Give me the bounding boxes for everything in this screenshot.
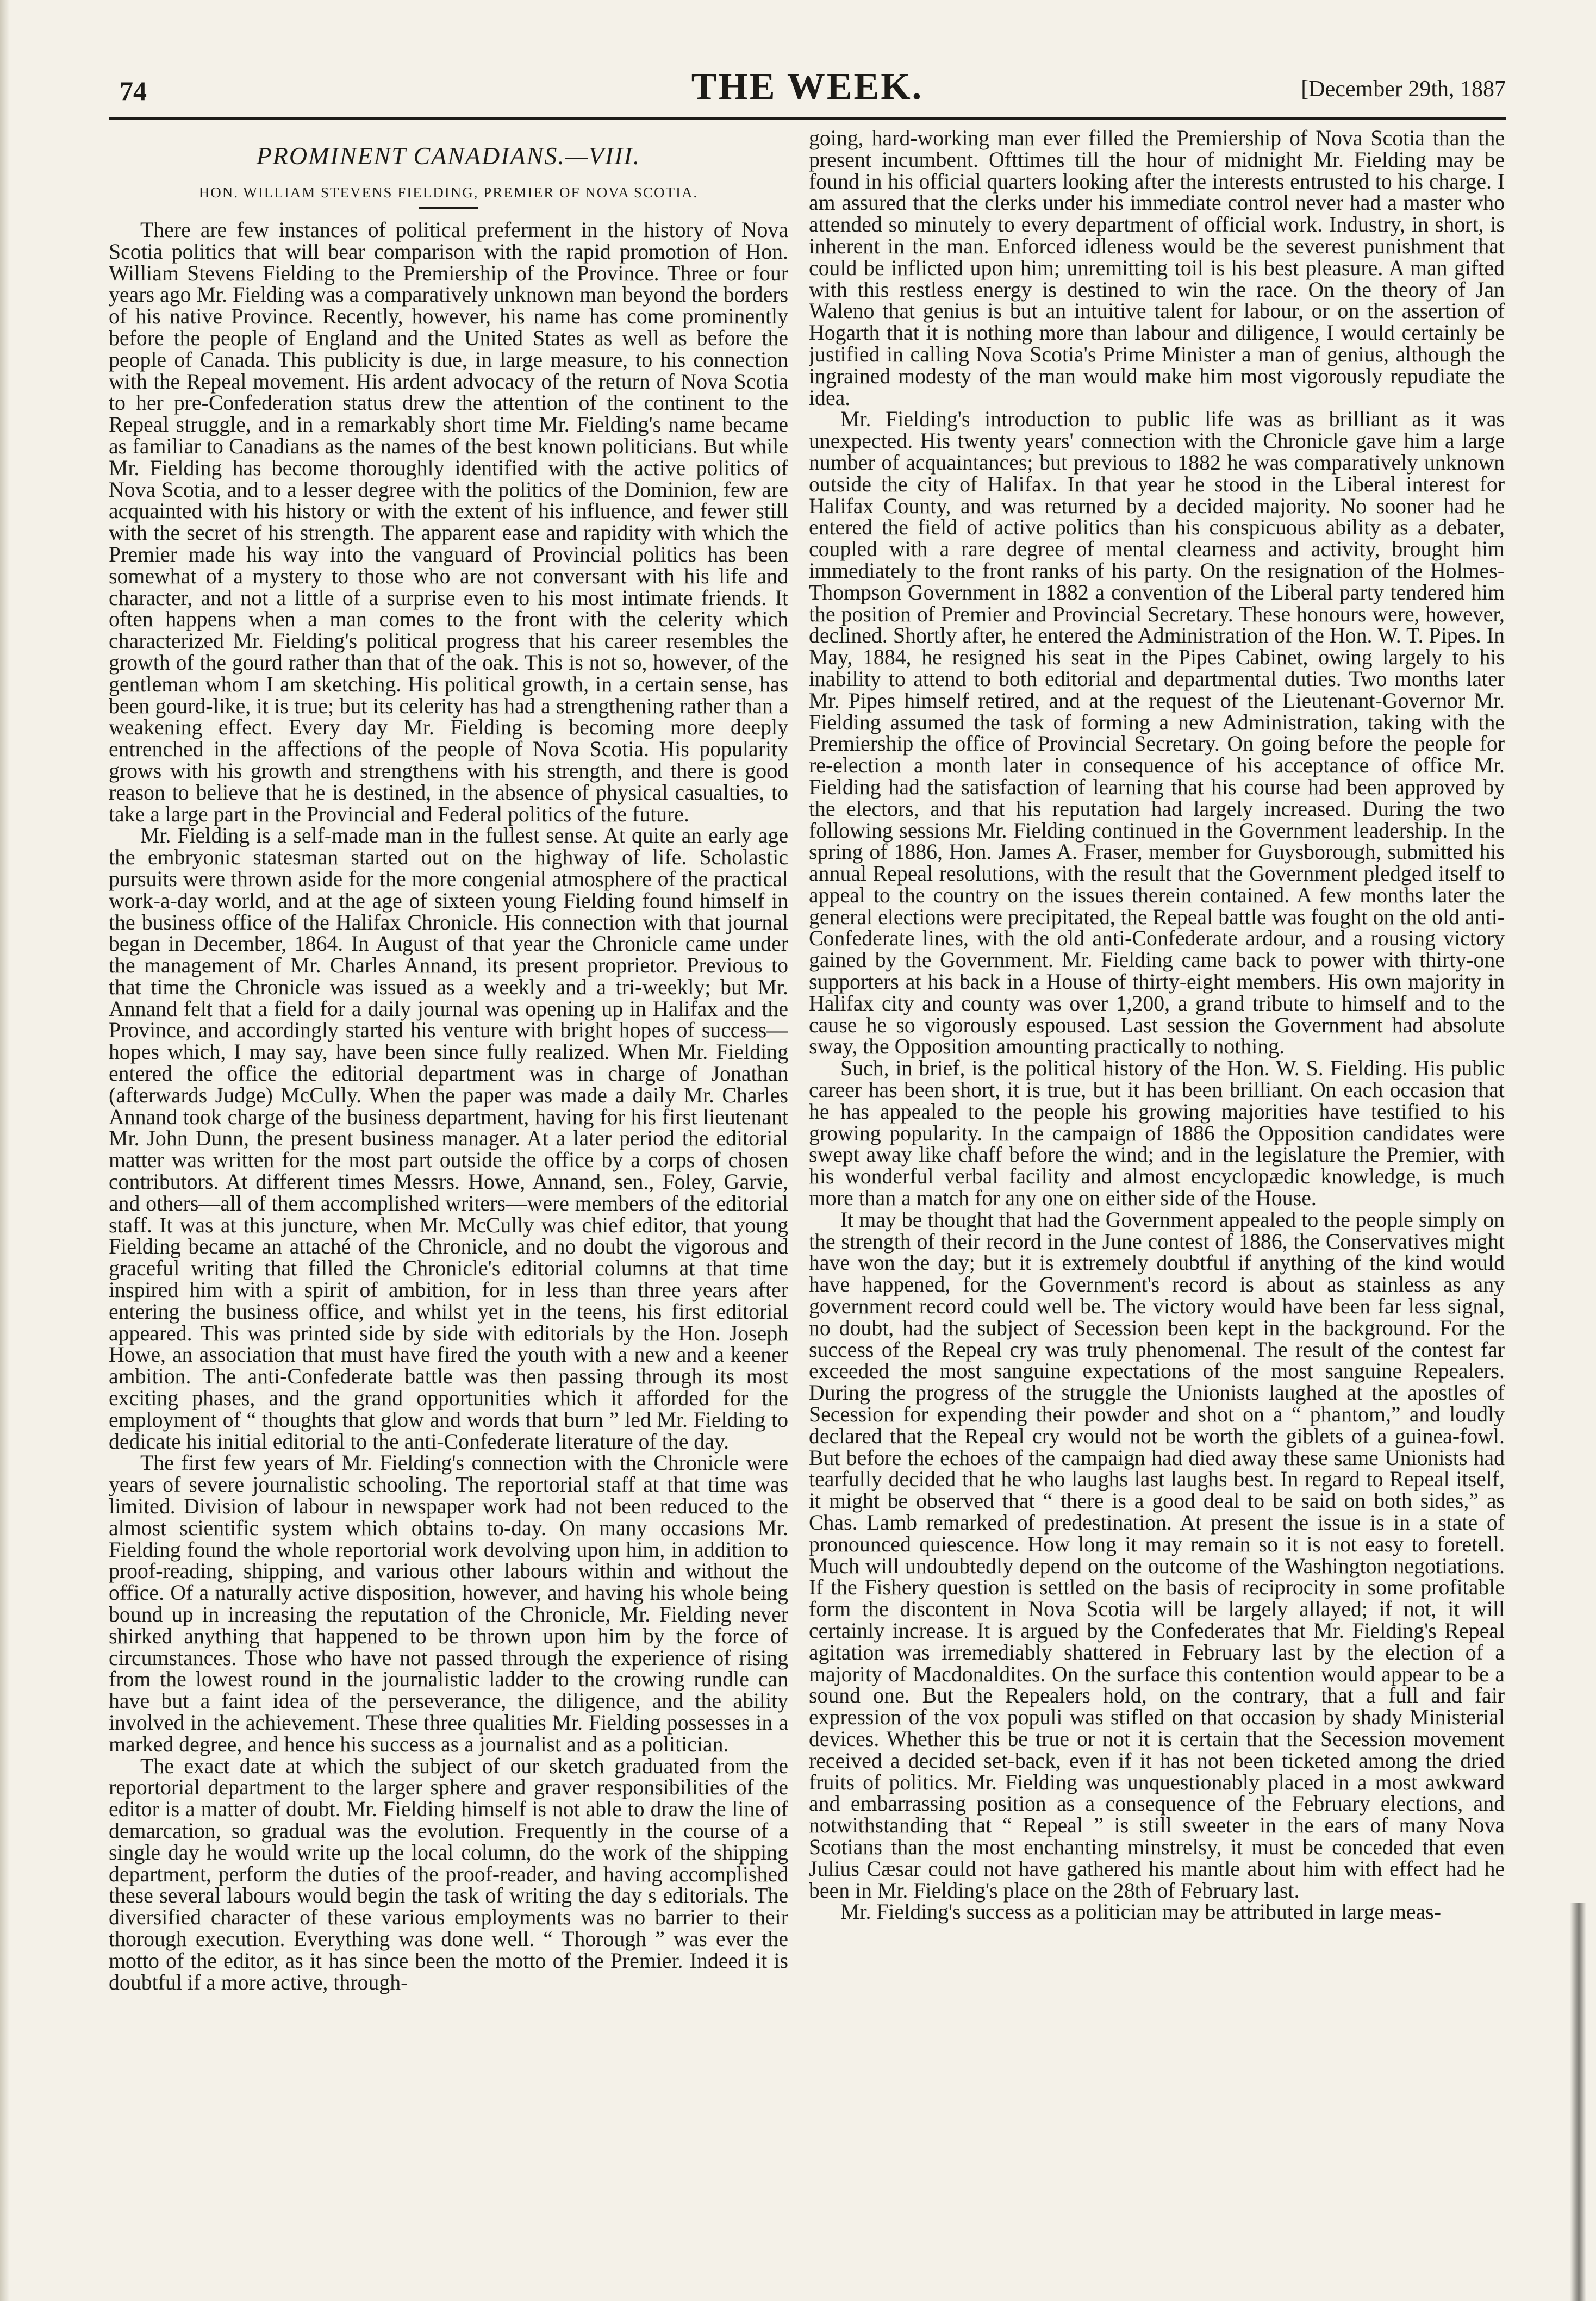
paragraph: The exact date at which the subject of our sketch graduated from the reportorial department to the larger sphere and graver responsibilities of the editor is a matter of doubt. Mr. Fielding himself is not able to draw the line of demarcation, so gradual was the evolution. Frequently in the course of a single day he would write up the local column, do the work of the shipping department, perform the duties of the proof-reader, and having accomplished these several labours would begin the task of writing the day s editorials. The diversified character of these various employments was no barrier to their thorough execution. Everything was done well. “ Thorough ” was ever the motto of the editor, as it has since been the motto of the Premier. Indeed it is doubtful if a more active, through- — [109, 1754, 788, 1994]
page-number: 74 — [120, 76, 147, 106]
paragraph: It may be thought that had the Government appealed to the people simply on the strength of their record in the June contest of 1886, the Conservatives might have won the day; but it is extremely doubtful if anything of the kind would have happened, for the Government's record is about as stainless as any government record could well be. The victory would have been far less signal, no doubt, had the subject of Secession been kept in the background. For the success of the Repeal cry was truly phenomenal. The result of the contest far exceeded the most sanguine expectations of the most sanguine Repealers. During the progress of the struggle the Unionists laughed at the apostles of Secession for expending their powder and shot on a “ phantom,” and loudly declared that the Repeal cry would not be worth the giblets of a guinea-fowl. But before the echoes of the campaign had died away these same Unionists had tearfully decided that he who laughs last laughs best. In regard to Repeal itself, it might be observed that “ there is a good deal to be said on both sides,” as Chas. Lamb remarked of predestination. At present the issue is in a state of pronounced quiescence. How long it may remain so it is not easy to foretell. Much will undoubtedly depend on the outcome of the Washington negotiations. If the Fishery question is settled on the basis of reciprocity in some profitable form the discontent in Nova Scotia will be largely allayed; if not, it will certainly increase. It is argued by the Confederates that Mr. Fielding's Repeal agitation was irremediably shattered in February last by the election of a majority of Macdonaldites. On the surface this contention would appear to be a sound one. But the Repealers hold, on the contrary, that a full and fair expression of the vox populi was stifled on that occasion by shady Ministerial devices. Whether this be true or not it is certain that the Secession movement received a decided set-back, even if it has not been ticketed among the dried fruits of politics. Mr. Fielding was unquestionably placed in a most awkward and embarrassing position as a consequence of the February elections, and notwithstanding that “ Repeal ” is still sweeter in the ears of many Nova Scotians than the most enchanting minstrelsy, it must be conceded that even Julius Cæsar could not have gathered his mantle about him with effect had he been in Mr. Fielding's place on the 28th of February last. — [809, 1207, 1505, 1903]
article-subtitle: HON. WILLIAM STEVENS FIELDING, PREMIER OF NOVA SCOTIA. — [198, 184, 699, 201]
page-edge-shadow — [0, 0, 10, 2301]
masthead — [109, 65, 1506, 114]
paragraph: There are few instances of political preferment in the history of Nova Scotia politics that will bear comparison with the rapid promotion of Hon. William Stevens Fielding to the Premiership of the Province. Three or four years ago Mr. Fielding was a comparatively unknown man beyond the borders of his native Province. Recently, however, his name has come prominently before the people of England and the United States as well as before the people of Canada. This publicity is due, in large measure, to his connection with the Repeal movement. His ardent advocacy of the return of Nova Scotia to her pre-Confederation status drew the attention of the continent to the Repeal struggle, and in a remarkably short time Mr. Fielding's name became as familiar to Canadians as the names of the best known politicians. But while Mr. Fielding has become thoroughly identified with the active politics of Nova Scotia, and to a lesser degree with the politics of the Dominion, few are acquainted with his history or with the extent of his influence, and fewer still with the secret of his strength. The apparent ease and rapidity with which the Premier made his way into the vanguard of Provincial politics has been somewhat of a mystery to those who are not conversant with his life and character, and not a little of a surprise even to his most intimate friends. It often happens when a man comes to the front with the celerity which characterized Mr. Fielding's political progress that his career resembles the growth of the gourd rather than that of the oak. This is not so, however, of the gentleman whom I am sketching. His political growth, in a certain sense, has been gourd-like, it is true; but its celerity has had a strengthening rather than a weakening effect. Every day Mr. Fielding is becoming more deeply entrenched in the affections of the people of Nova Scotia. His popularity grows with his growth and strengthens with his strength, and there is good reason to believe that he is destined, in the absence of physical casualties, to take a large part in the Provincial and Federal politics of the future. — [109, 218, 788, 826]
paragraph: Mr. Fielding is a self-made man in the fullest sense. At quite an early age the embryonic statesman started out on the highway of life. Scholastic pursuits were thrown aside for the more congenial atmosphere of the practical work-a-day world, and at the age of sixteen young Fielding found himself in the business office of the Halifax Chronicle. His connection with that journal began in December, 1864. In August of that year the Chronicle came under the management of Mr. Charles Annand, its present proprietor. Previous to that time the Chronicle was issued as a weekly and a tri-weekly; but Mr. Annand felt that a field for a daily journal was opening up in Halifax and the Province, and accordingly started his venture with bright hopes of success—hopes which, I may say, have been since fully realized. When Mr. Fielding entered the office the editorial department was in charge of Jonathan (afterwards Judge) McCully. When the paper was made a daily Mr. Charles Annand took charge of the business department, having for his first lieutenant Mr. John Dunn, the present business manager. At a later period the editorial matter was written for the most part outside the office by a corps of chosen contributors. At different times Messrs. Howe, Annand, sen., Foley, Garvie, and others—all of them accomplished writers—were members of the editorial staff. It was at this juncture, when Mr. McCully was chief editor, that young Fielding became an attaché of the Chronicle, and no doubt the vigorous and graceful writing that filled the Chronicle's editorial columns at that time inspired him with a spirit of ambition, for in less than three years after entering the business office, and whilst yet in the teens, his first editorial appeared. This was printed side by side with editorials by the Hon. Joseph Howe, an association that must have fired the youth with a new and a keener ambition. The anti-Confederate battle was then passing through its most exciting phases, and the grand opportunities which it afforded for the employment of “ thoughts that glow and words that burn ” led Mr. Fielding to dedicate his initial editorial to the anti-Confederate literature of the day. — [109, 824, 788, 1454]
paragraph: Mr. Fielding's introduction to public life was as brilliant as it was unexpected. His twenty years' connection with the Chronicle gave him a large number of acquaintances; but previous to 1882 he was comparatively unknown outside the city of Halifax. In that year he stood in the Liberal interest for Halifax County, and was returned by a decided majority. No sooner had he entered the field of active politics than his conspicuous ability as a debater, coupled with a rare degree of mental clearness and activity, brought him immediately to the front ranks of his party. On the resignation of the Holmes-Thompson Government in 1882 a convention of the Liberal party tendered him the position of Premier and Provincial Secretary. These honours were, however, declined. Shortly after, he entered the Administration of the Hon. W. T. Pipes. In May, 1884, he resigned his seat in the Pipes Cabinet, owing largely to his inability to attend to both editorial and departmental duties. Two months later Mr. Pipes himself retired, and at the request of the Lieutenant-Governor Mr. Fielding assumed the task of forming a new Administration, taking with the Premiership the office of Provincial Secretary. On going before the people for re-election a month later in consequence of his acceptance of office Mr. Fielding had the satisfaction of learning that his course had been approved by the electors, and that his reputation had largely increased. During the two following sessions Mr. Fielding continued in the Government leadership. In the spring of 1886, Hon. James A. Fraser, member for Guysborough, submitted his annual Repeal resolutions, with the result that the Government pledged itself to appeal to the country on the issues therein contained. A few months later the general elections were precipitated, the Repeal battle was fought on the old anti-Confederate lines, with the old anti-Confederate ardour, and a rousing victory gained by the Government. Mr. Fielding came back to power with thirty-one supporters at his back in a House of thirty-eight members. His own majority in Halifax city and county was over 1,200, a grand tribute to himself and to the cause he so vigorously espoused. Last session the Government had absolute sway, the Opposition amounting practically to nothing. — [809, 407, 1505, 1059]
masthead-rule — [109, 117, 1506, 120]
article-title: PROMINENT CANADIANS.—VIII. — [256, 142, 641, 170]
paragraph: going, hard-working man ever filled the Premiership of Nova Scotia than the present incumbent. Ofttimes till the hour of midnight Mr. Fielding may be found in his official quarters looking after the interests entrusted to his charge. I am assured that the clerks under his immediate control never had a master who attended so minutely to every department of official work. Industry, in short, is inherent in the man. Enforced idleness would be the severest punishment that could be inflicted upon him; unremitting toil is his best pleasure. A man gifted with this restless energy is destined to win the race. On the theory of Jan Waleno that genius is but an intuitive talent for labour, or on the assertion of Hogarth that it is nothing more than labour and diligence, I would certainly be justified in calling Nova Scotia's Prime Minister a man of genius, although the ingrained modesty of the man would make him most vigorously repudiate the idea. — [809, 128, 1505, 410]
title-divider — [419, 207, 478, 209]
right-column — [809, 128, 1505, 2248]
publication-title: THE WEEK. — [691, 66, 924, 108]
paragraph: The first few years of Mr. Fielding's connection with the Chronicle were years of severe journalistic schooling. The reportorial staff at that time was limited. Division of labour in newspaper work had not been reduced to the almost scientific system which obtains to-day. On many occasions Mr. Fielding found the whole reportorial work devolving upon him, in addition to proof-reading, shipping, and various other labours within and without the office. Of a naturally active disposition, however, and having his whole being bound up in increasing the reputation of the Chronicle, Mr. Fielding never shirked anything that happened to be thrown upon him by the force of circumstances. Those who have not passed through the experience of rising from the lowest round in the journalistic ladder to the crowing rundle can have but a faint idea of the perseverance, the diligence, and the ability involved in the achievement. These three qualities Mr. Fielding possesses in a marked degree, and hence his success as a journalist and as a politician. — [109, 1451, 788, 1756]
binding-shadow — [1570, 1903, 1586, 2301]
paragraph: Mr. Fielding's success as a politician may be attributed in large meas- — [840, 1900, 1442, 1924]
issue-date: [December 29th, 1887 — [1301, 77, 1506, 102]
left-column — [109, 128, 788, 2248]
paragraph: Such, in brief, is the political history of the Hon. W. S. Fielding. His public career has been short, it is true, but it has been brilliant. On each occasion that he has appealed to the people his growing majorities have testified to his growing popularity. In the campaign of 1886 the Opposition candidates were swept away like chaff before the wind; and in the legislature the Premier, with his wonderful verbal facility and almost encyclopædic knowledge, is much more than a match for any one on either side of the House. — [809, 1056, 1505, 1211]
